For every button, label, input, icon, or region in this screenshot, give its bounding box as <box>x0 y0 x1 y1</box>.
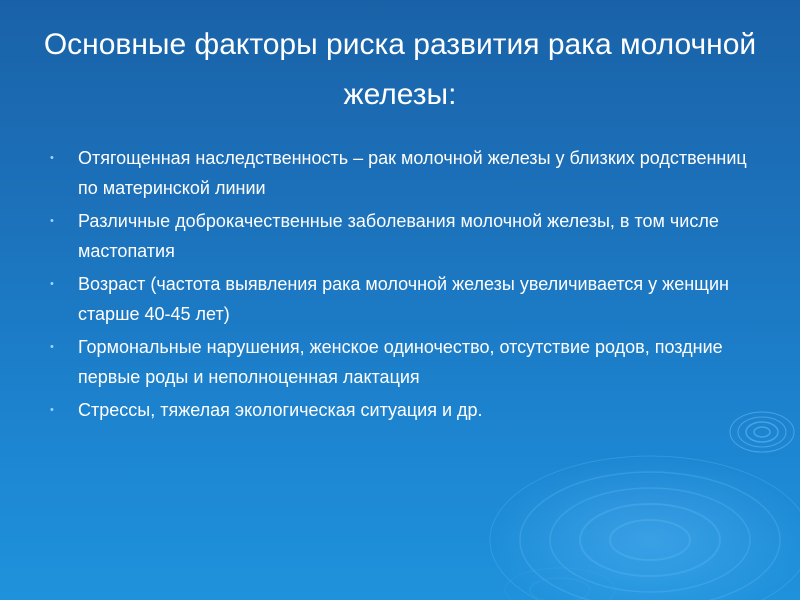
list-item <box>50 332 770 392</box>
slide-title-colon: : <box>448 78 457 111</box>
bullet-text: Стрессы, тяжелая экологическая ситуация и др. <box>78 400 483 420</box>
list-item <box>50 206 770 266</box>
bullet-list <box>50 143 770 428</box>
bullet-text: Отягощенная наследственность – рак молочной железы у близких родственниц по материнской линии <box>78 148 747 198</box>
bullet-icon: • <box>50 278 54 290</box>
list-item <box>50 395 770 425</box>
slide-title <box>40 20 760 120</box>
bullet-icon: • <box>50 404 54 416</box>
bullet-text: Гормональные нарушения, женское одиночество, отсутствие родов, поздние первые роды и неполноценная лактация <box>78 337 723 387</box>
bullet-text: Возраст (частота выявления рака молочной железы увеличивается у женщин старше 40-45 лет) <box>78 274 729 324</box>
bullet-icon: • <box>50 215 54 227</box>
bullet-text: Различные доброкачественные заболевания молочной железы, в том числе мастопатия <box>78 211 719 261</box>
bullet-icon: • <box>50 152 54 164</box>
list-item <box>50 269 770 329</box>
list-item <box>50 143 770 203</box>
slide-title-text: Основные факторы риска развития рака молочной железы <box>43 28 757 111</box>
bullet-icon: • <box>50 341 54 353</box>
